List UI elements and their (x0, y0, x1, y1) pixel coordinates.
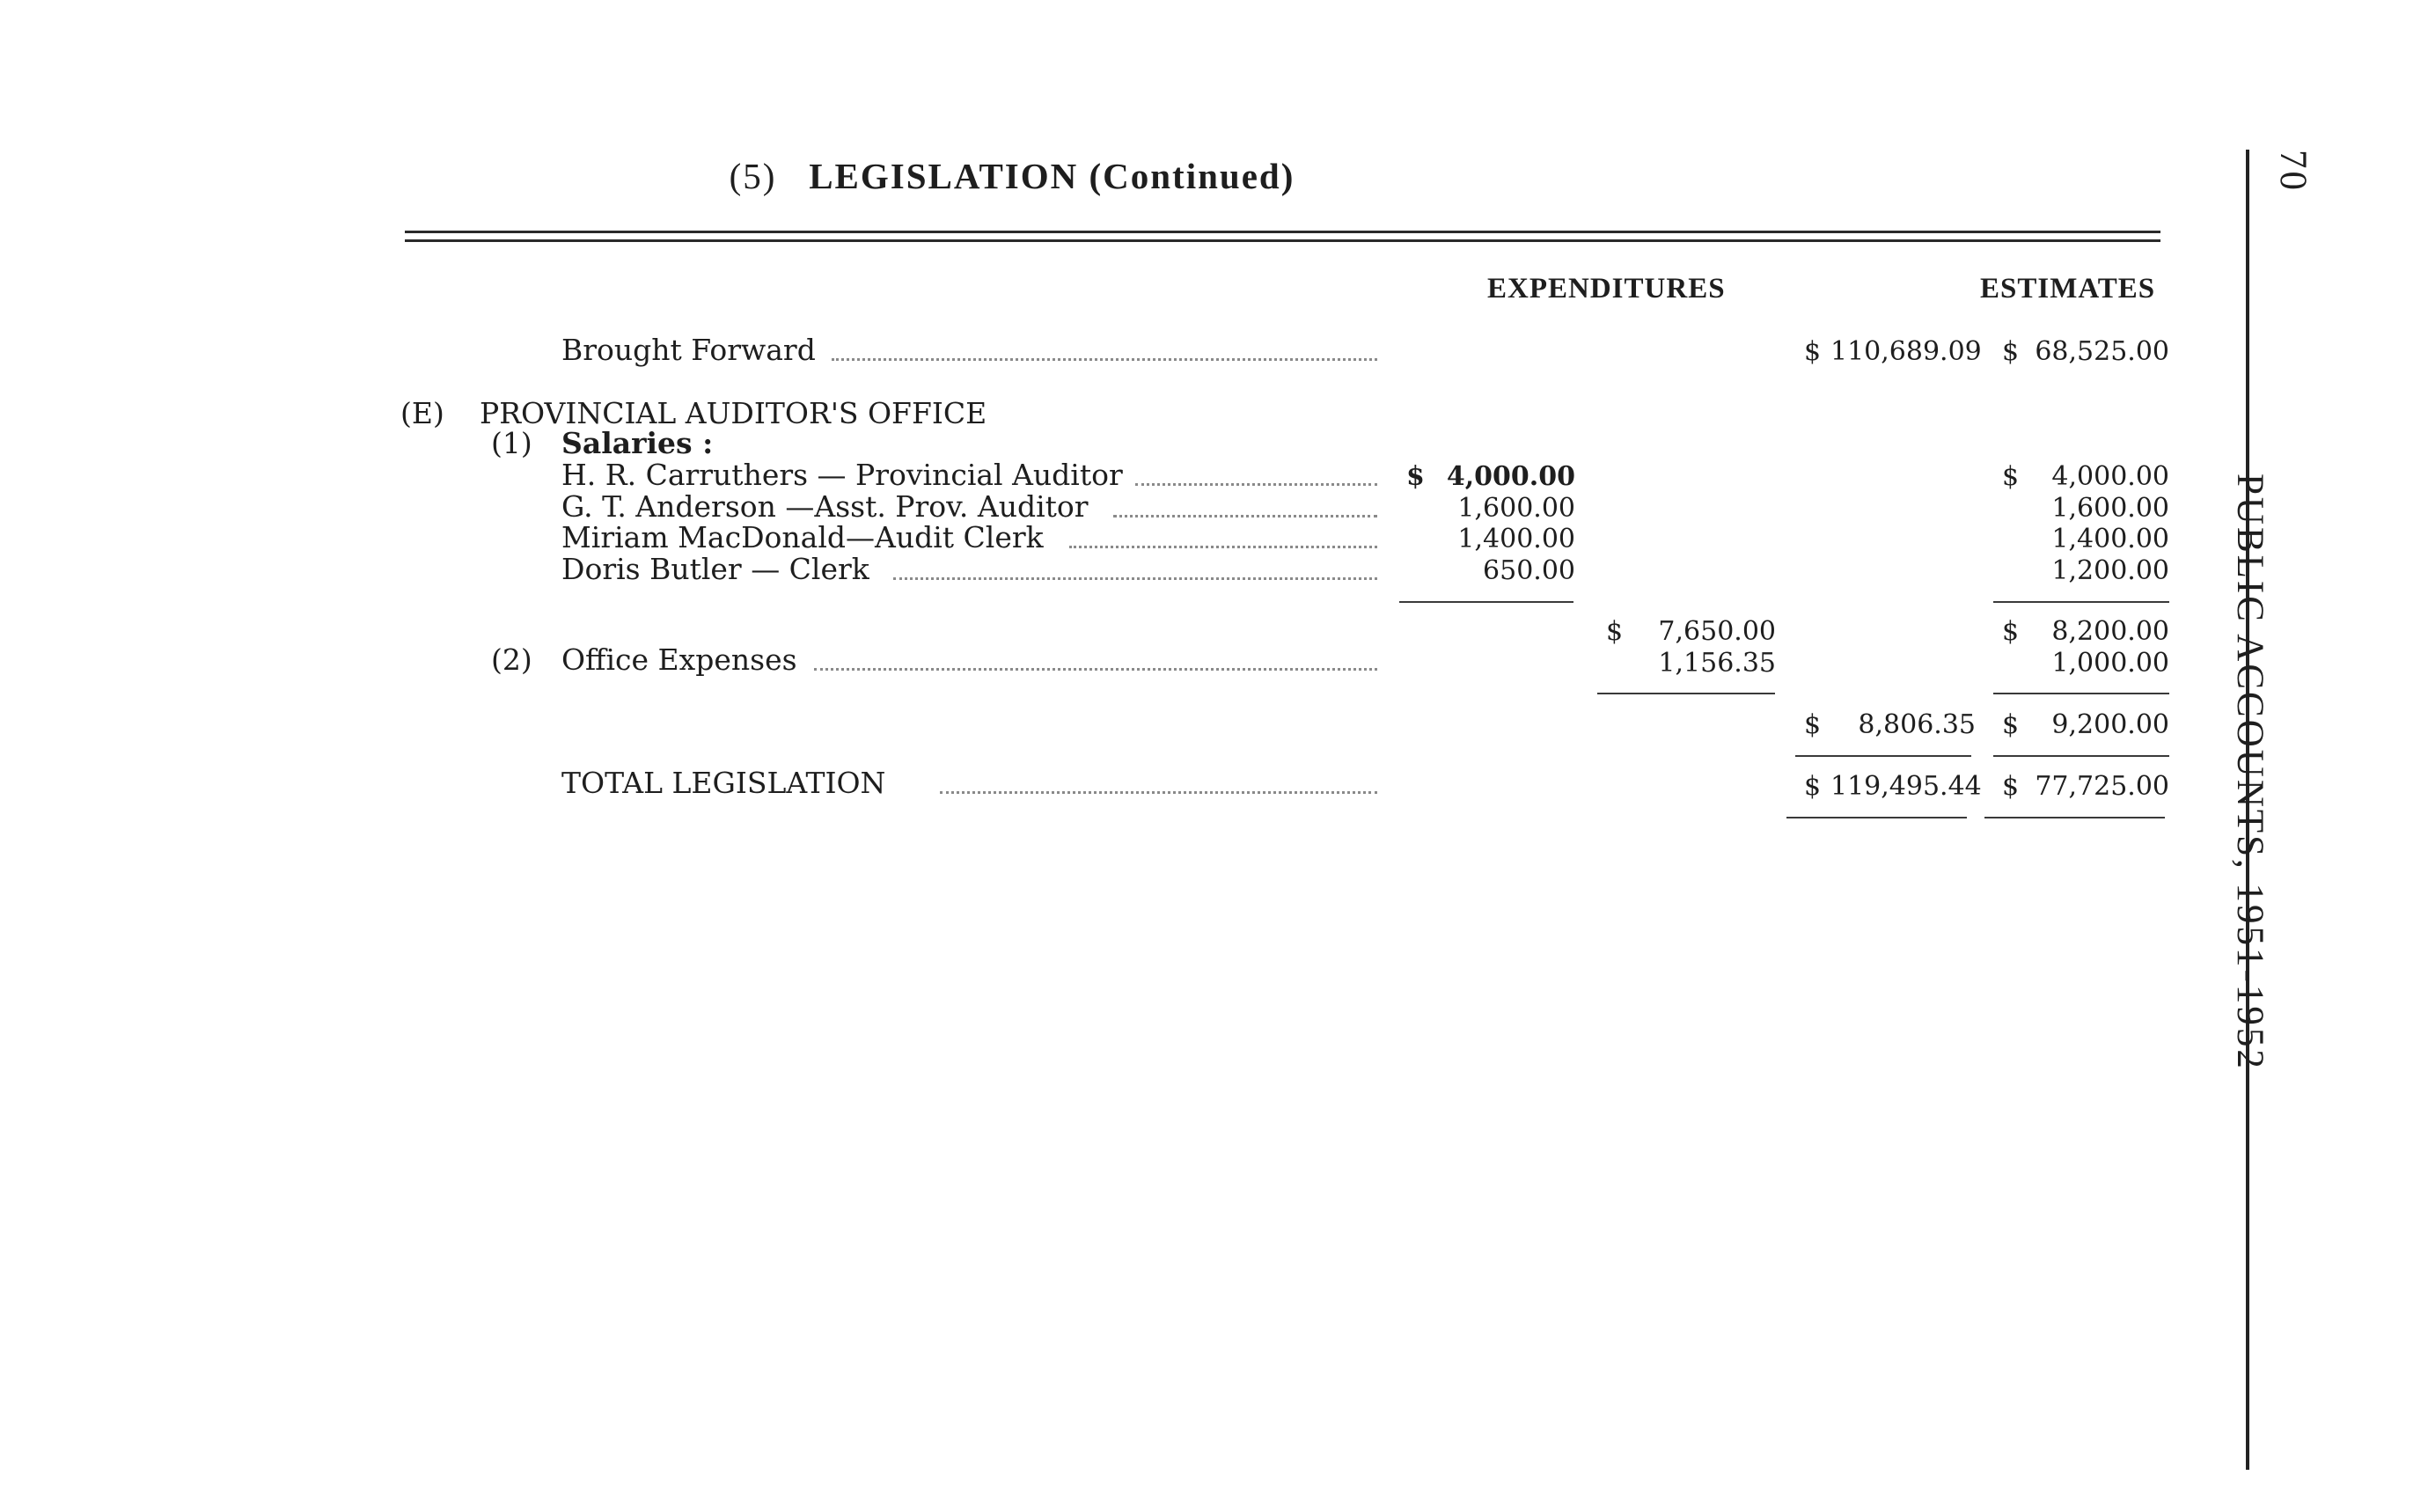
salary-expenditure: 650.00 (1483, 555, 1575, 586)
section-total-expenditure: 8,806.35 (1858, 709, 1976, 740)
salary-name: Miriam MacDonald—Audit Clerk (561, 520, 1044, 554)
brought-forward-expenditure: 110,689.09 (1830, 336, 1982, 367)
total-underline (1993, 693, 2169, 694)
section-letter: (E) (400, 396, 444, 430)
office-expenses-estimate: 1,000.00 (2051, 648, 2169, 679)
salary-name: Doris Butler — Clerk (561, 552, 869, 586)
title-rule-bottom (405, 239, 2160, 242)
leader-dots (1135, 483, 1377, 486)
leader-dots (814, 668, 1377, 671)
total-legislation-label: TOTAL LEGISLATION (561, 766, 886, 800)
currency-sign: $ (2002, 616, 2020, 647)
section-number: (5) (729, 156, 777, 196)
estimates-header: ESTIMATES (1980, 273, 2156, 305)
salary-name: G. T. Anderson —Asst. Prov. Auditor (561, 489, 1089, 524)
page-title (0, 155, 2024, 197)
currency-sign: $ (1804, 336, 1822, 367)
salary-estimate: 4,000.00 (2051, 461, 2169, 492)
leader-dots (1113, 515, 1377, 517)
salary-expenditure: 1,400.00 (1457, 524, 1575, 554)
currency-sign: $ (2002, 336, 2020, 367)
title-rule-top (405, 231, 2160, 233)
leader-dots (832, 358, 1377, 361)
office-expenses-number: (2) (491, 642, 532, 677)
section-heading: PROVINCIAL AUDITOR'S OFFICE (480, 396, 987, 430)
salary-estimate: 1,200.00 (2051, 555, 2169, 586)
salaries-subtotal-expenditure: 7,650.00 (1658, 616, 1776, 647)
leader-dots (1069, 546, 1377, 548)
running-head (2229, 150, 2314, 1071)
currency-sign: $ (1804, 771, 1822, 802)
brought-forward-estimate: 68,525.00 (2035, 336, 2169, 367)
salary-estimate: 1,600.00 (2051, 493, 2169, 524)
office-expenses-expenditure: 1,156.35 (1658, 648, 1776, 679)
salary-expenditure: 1,600.00 (1457, 493, 1575, 524)
subtotal-underline (1399, 601, 1573, 603)
total-legislation-expenditure: 119,495.44 (1830, 771, 1982, 802)
final-underline (1786, 817, 1967, 818)
salary-expenditure: 4,000.00 (1446, 461, 1575, 492)
running-title: PUBLIC ACCOUNTS, 1951-1952 (2229, 473, 2270, 1071)
salaries-subtotal-estimate: 8,200.00 (2051, 616, 2169, 647)
currency-sign: $ (2002, 709, 2020, 740)
salaries-number: (1) (491, 426, 532, 460)
brought-forward-label: Brought Forward (561, 333, 816, 367)
currency-sign: $ (2002, 461, 2020, 492)
currency-sign: $ (2002, 771, 2020, 802)
section-title: LEGISLATION (Continued) (809, 156, 1295, 196)
final-underline (1984, 817, 2165, 818)
total-underline (1597, 693, 1775, 694)
currency-sign: $ (1406, 461, 1425, 492)
salary-estimate: 1,400.00 (2051, 524, 2169, 554)
currency-sign: $ (1606, 616, 1624, 647)
currency-sign: $ (1804, 709, 1822, 740)
leader-dots (940, 791, 1377, 794)
expenditures-header: EXPENDITURES (1487, 273, 1726, 305)
section-total-estimate: 9,200.00 (2051, 709, 2169, 740)
page-number: 70 (2272, 150, 2314, 193)
total-legislation-estimate: 77,725.00 (2035, 771, 2169, 802)
grand-total-underline (1795, 755, 1971, 757)
grand-total-underline (1993, 755, 2169, 757)
subtotal-underline (1993, 601, 2169, 603)
office-expenses-label: Office Expenses (561, 642, 797, 677)
salaries-label: Salaries : (561, 426, 714, 460)
leader-dots (893, 577, 1377, 580)
salary-name: H. R. Carruthers — Provincial Auditor (561, 458, 1123, 492)
